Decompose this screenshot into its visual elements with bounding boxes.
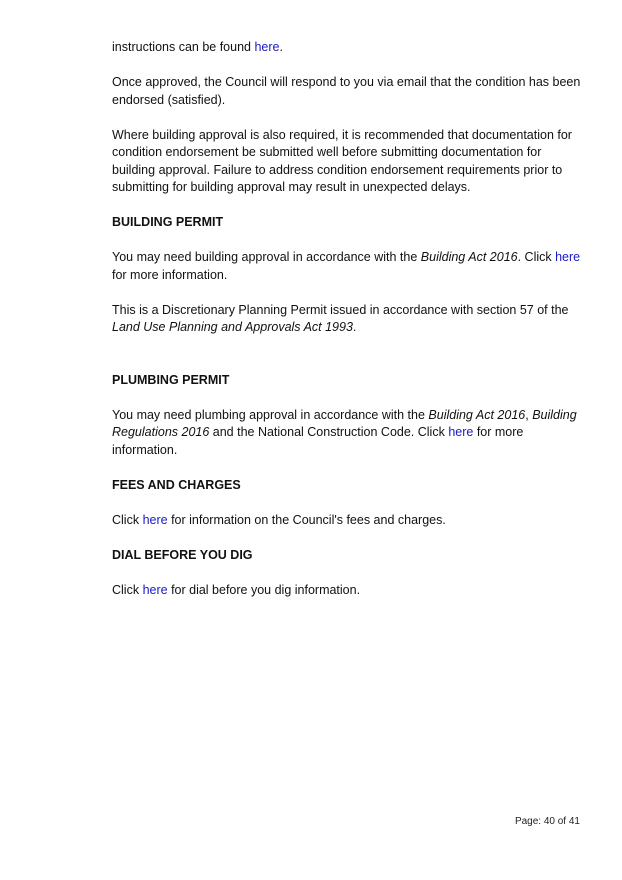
building-permit-here-link[interactable]: here bbox=[555, 250, 581, 264]
building-approval-paragraph: Where building approval is also required, it is recommended that documentation for condition endorsement be submitted well before submitting documentation for building approval. Failure to address condition endorsement requirements prior to submitting for building approval may result in unexpected delays. bbox=[112, 127, 572, 194]
building-permit-heading: BUILDING PERMIT bbox=[112, 215, 224, 229]
plumbing-permit-paragraph: You may need plumbing approval in accordance with the Building Act 2016, Building Regulations 2016 and the National Construction Code. Click here for more information. bbox=[112, 407, 577, 457]
dial-before-you-dig-paragraph: Click here for dial before you dig information. bbox=[112, 582, 361, 597]
instructions-paragraph: instructions can be found here. bbox=[112, 40, 283, 54]
page-number: Page: 40 of 41 bbox=[514, 816, 580, 827]
document-body bbox=[112, 39, 582, 599]
discretionary-permit-paragraph: This is a Discretionary Planning Permit issued in accordance with section 57 of the Land Use Planning and Approvals Act 1993. bbox=[112, 302, 569, 334]
fees-here-link[interactable]: here bbox=[142, 512, 168, 527]
building-permit-paragraph: You may need building approval in accordance with the Building Act 2016. Click here for more information. bbox=[112, 250, 581, 282]
dial-before-you-dig-heading: DIAL BEFORE YOU DIG bbox=[112, 547, 253, 562]
approval-response-paragraph: Once approved, the Council will respond to you via email that the condition has been endorsed (satisfied). bbox=[112, 75, 581, 107]
instructions-here-link[interactable]: here bbox=[254, 40, 280, 54]
dial-here-link[interactable]: here bbox=[142, 582, 168, 597]
fees-charges-paragraph: Click here for information on the Council's fees and charges. bbox=[112, 512, 446, 527]
plumbing-permit-heading: PLUMBING PERMIT bbox=[112, 372, 230, 387]
plumbing-permit-here-link[interactable]: here bbox=[448, 425, 474, 439]
fees-charges-heading: FEES AND CHARGES bbox=[112, 477, 241, 492]
